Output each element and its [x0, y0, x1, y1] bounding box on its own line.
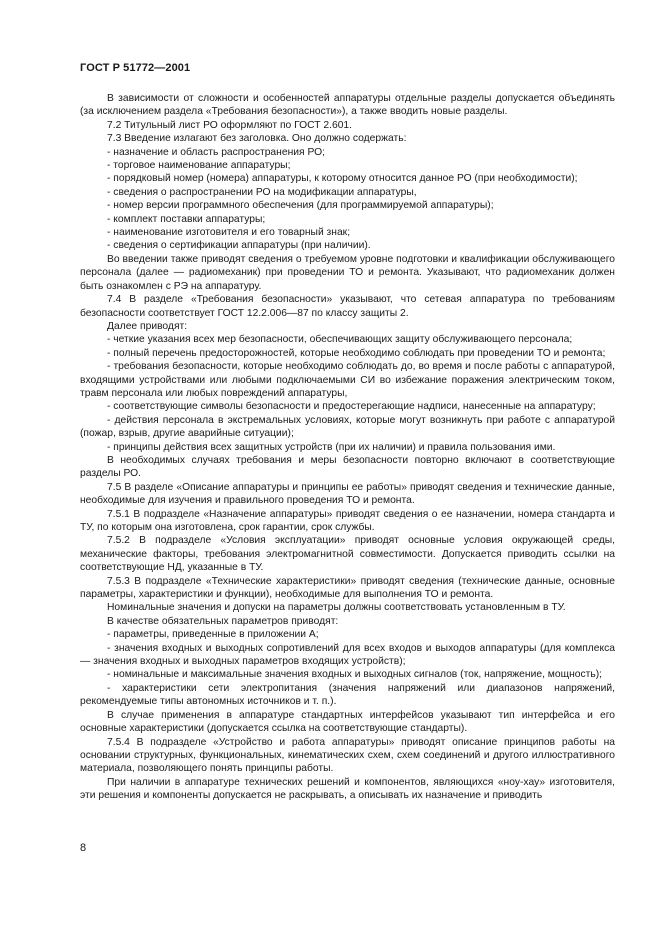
list-item: - характеристики сети электропитания (значения напряжений или диапазонов напряжений, рекомендуемые типы автономных источников и т. п.).: [80, 682, 615, 708]
section-7-2: 7.2 Титульный лист РО оформляют по ГОСТ 2.601.: [107, 119, 353, 131]
document-body: [80, 92, 615, 803]
list-item: - параметры, приведенные в приложении А;: [107, 629, 319, 641]
section-7-5-2: 7.5.2 В подразделе «Условия эксплуатации» приводят основные условия окружающей среды, механические факторы, требования электромагнитной совместимости. Допускается приводить ссылки на соответствующие НД, указанные в ТУ.: [80, 535, 615, 574]
paragraph: Номинальные значения и допуски на параметры должны соответствовать установленным в ТУ.: [107, 602, 566, 614]
section-7-5: 7.5 В разделе «Описание аппаратуры и принципы ее работы» приводят сведения и технические данные, необходимые для изучения и правильного проведения ТО и ремонта.: [80, 481, 615, 507]
list-item: - порядковый номер (номера) аппаратуры, к которому относится данное РО (при необходимости);: [107, 173, 578, 185]
list-item: - номинальные и максимальные значения входных и выходных сигналов (ток, напряжение, мощность);: [107, 669, 603, 681]
list-item: - требования безопасности, которые необходимо соблюдать до, во время и после работы с аппаратурой, входящими устройствами или любыми подключаемыми СИ во избежание поражения электрическим током, травм персонала или любых повреждений аппаратуры,: [80, 361, 615, 399]
list-item: - торговое наименование аппаратуры;: [107, 160, 291, 172]
paragraph: В качестве обязательных параметров приводят:: [107, 615, 339, 627]
paragraph: Далее приводят:: [107, 320, 188, 332]
paragraph: Во введении также приводят сведения о требуемом уровне подготовки и квалификации обслуживающего персонала (далее — радиомеханик) при проведении ТО и ремонта. Указывают, что радиомеханик должен быть ознакомлен с РЭ на аппаратуру.: [80, 253, 615, 292]
paragraph: В зависимости от сложности и особенностей аппаратуры отдельные разделы допускается объединять (за исключением раздела «Требования безопасности»), а также вводить новые разделы.: [80, 93, 615, 118]
list-item: - соответствующие символы безопасности и предостерегающие надписи, нанесенные на аппаратуру;: [107, 401, 596, 413]
paragraph: В необходимых случаях требования и меры безопасности повторно включают в соответствующие разделы РО.: [80, 454, 615, 480]
list-item: - принципы действия всех защитных устройств (при их наличии) и правила пользования ими.: [107, 441, 556, 453]
document-header: ГОСТ Р 51772—2001: [80, 62, 191, 74]
list-item: - значения входных и выходных сопротивлений для всех входов и выходов аппаратуры (для комплекса — значения входных и выходных параметров входящих устройств);: [80, 642, 615, 668]
section-7-4: 7.4 В разделе «Требования безопасности» указывают, что сетевая аппаратура по требованиям безопасности соответствует ГОСТ 12.2.006—87 по классу защиты 2.: [80, 294, 615, 319]
section-7-5-3: 7.5.3 В подразделе «Технические характеристики» приводят сведения (технические данные, основные параметры, характеристики и функции), необходимые для выполнения ТО и ремонта.: [80, 575, 615, 601]
section-7-5-4: 7.5.4 В подразделе «Устройство и работа аппаратуры» приводят описание принципов работы на основании структурных, функциональных, кинематических схем, схем соединений и другого иллюстративного материала, позволяющего понять принципы работы.: [80, 736, 615, 775]
paragraph: При наличии в аппаратуре технических решений и компонентов, являющихся «ноу-хау» изготовителя, эти решения и компоненты допускается не раскрывать, а описывать их назначение и приводить: [80, 776, 615, 802]
list-item: - полный перечень предосторожностей, которые необходимо соблюдать при проведении ТО и ремонта;: [107, 347, 606, 359]
list-item: - наименование изготовителя и его товарный знак;: [107, 227, 351, 239]
list-item: - сведения о сертификации аппаратуры (при наличии).: [107, 240, 371, 252]
section-7-5-1: 7.5.1 В подразделе «Назначение аппаратуры» приводят сведения о ее назначении, номера стандарта и ТУ, по которым она изготовлена, срок гарантии, срок службы.: [80, 508, 615, 533]
list-item: - комплект поставки аппаратуры;: [107, 213, 266, 225]
page-number: 8: [80, 842, 87, 854]
paragraph: В случае применения в аппаратуре стандартных интерфейсов указывают тип интерфейса и его основные характеристики (допускается ссылка на соответствующие стандарты).: [80, 709, 615, 735]
list-item: - действия персонала в экстремальных условиях, которые могут возникнуть при работе с аппаратурой (пожар, взрыв, другие аварийные ситуации);: [80, 414, 615, 440]
list-item: - номер версии программного обеспечения (для программируемой аппаратуры);: [107, 200, 494, 212]
list-item: - назначение и область распространения РО;: [107, 146, 325, 158]
section-7-3: 7.3 Введение излагают без заголовка. Оно должно содержать:: [107, 133, 407, 145]
list-item: - сведения о распространении РО на модификации аппаратуры,: [107, 186, 417, 198]
list-item: - четкие указания всех мер безопасности, обеспечивающих защиту обслуживающего персонала;: [107, 334, 573, 346]
